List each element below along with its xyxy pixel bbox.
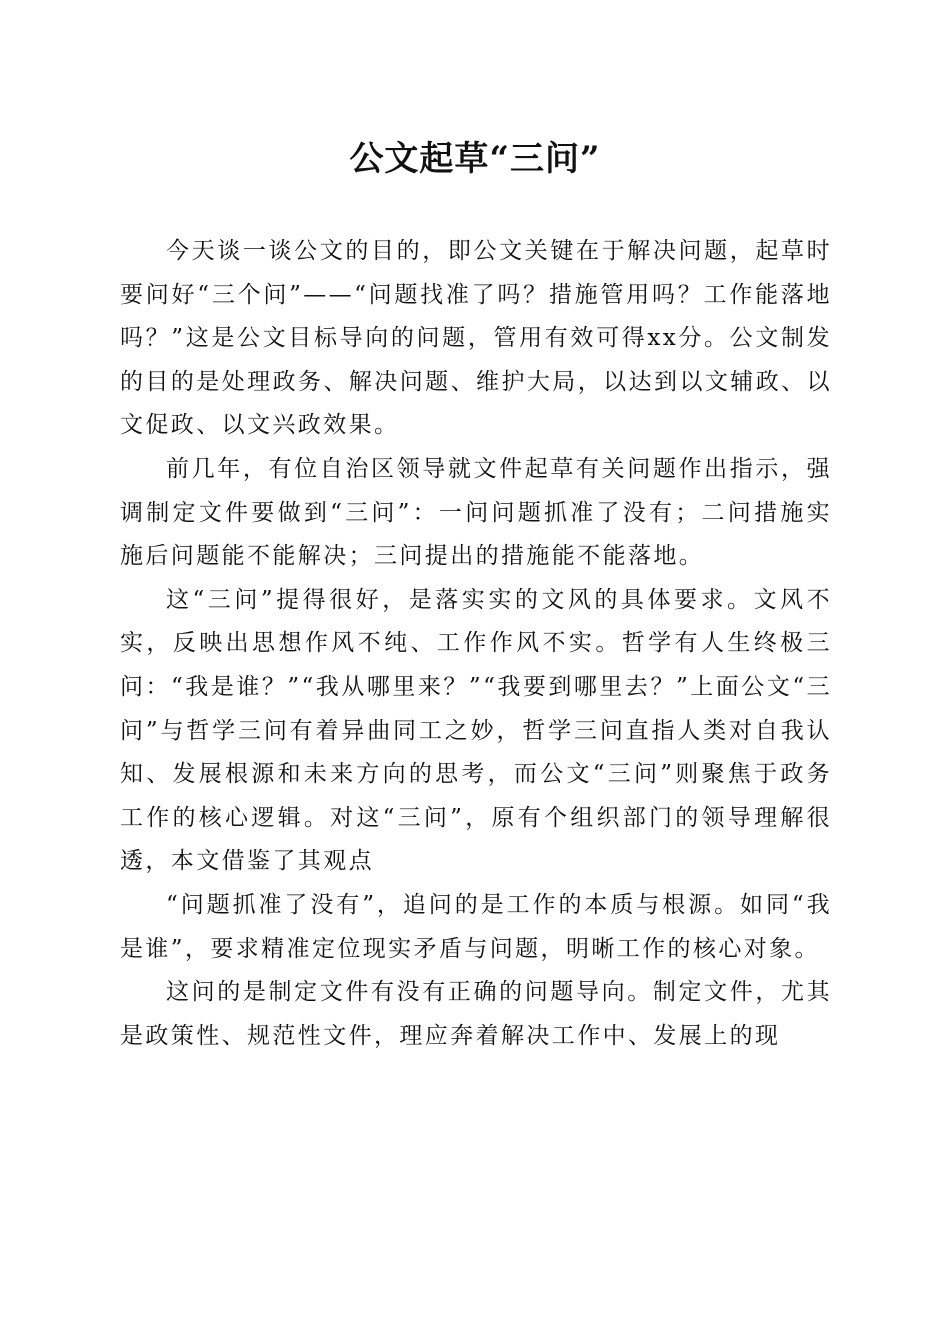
paragraph: 今天谈一谈公文的目的，即公文关键在于解决问题，起草时要问好“三个问”——“问题找准了吗？措施管用吗？工作能落地吗？”这是公文目标导向的问题，管用有效可得xx分。公文制发的目的是处理政务、解决问题、维护大局，以达到以文辅政、以文促政、以文兴政效果。 — [120, 238, 832, 439]
paragraph: 这“三问”提得很好，是落实实的文风的具体要求。文风不实，反映出思想作风不纯、工作作风不实。哲学有人生终极三问：“我是谁？”“我从哪里来？”“我要到哪里去？”上面公文“三问”与哲学三问有着异曲同工之妙，哲学三问直指人类对自我认知、发展根源和未来方向的思考，而公文“三问”则聚焦于政务工作的核心逻辑。对这“三问”，原有个组织部门的领导理解很透，本文借鉴了其观点 — [120, 586, 832, 875]
paragraph: 这问的是制定文件有没有正确的问题导向。制定文件，尤其是政策性、规范性文件，理应奔着解决工作中、发展上的现 — [120, 979, 832, 1049]
document-body — [120, 230, 832, 1058]
document-title: 公文起草“三问” — [349, 139, 601, 179]
paragraph: 前几年，有位自治区领导就文件起草有关问题作出指示，强调制定文件要做到“三问”：一问问题抓准了没有；二问措施实施后问题能不能解决；三问提出的措施能不能落地。 — [120, 455, 832, 570]
paragraph: “问题抓准了没有”，追问的是工作的本质与根源。如同“我是谁”，要求精准定位现实矛盾与问题，明晰工作的核心对象。 — [120, 891, 832, 962]
